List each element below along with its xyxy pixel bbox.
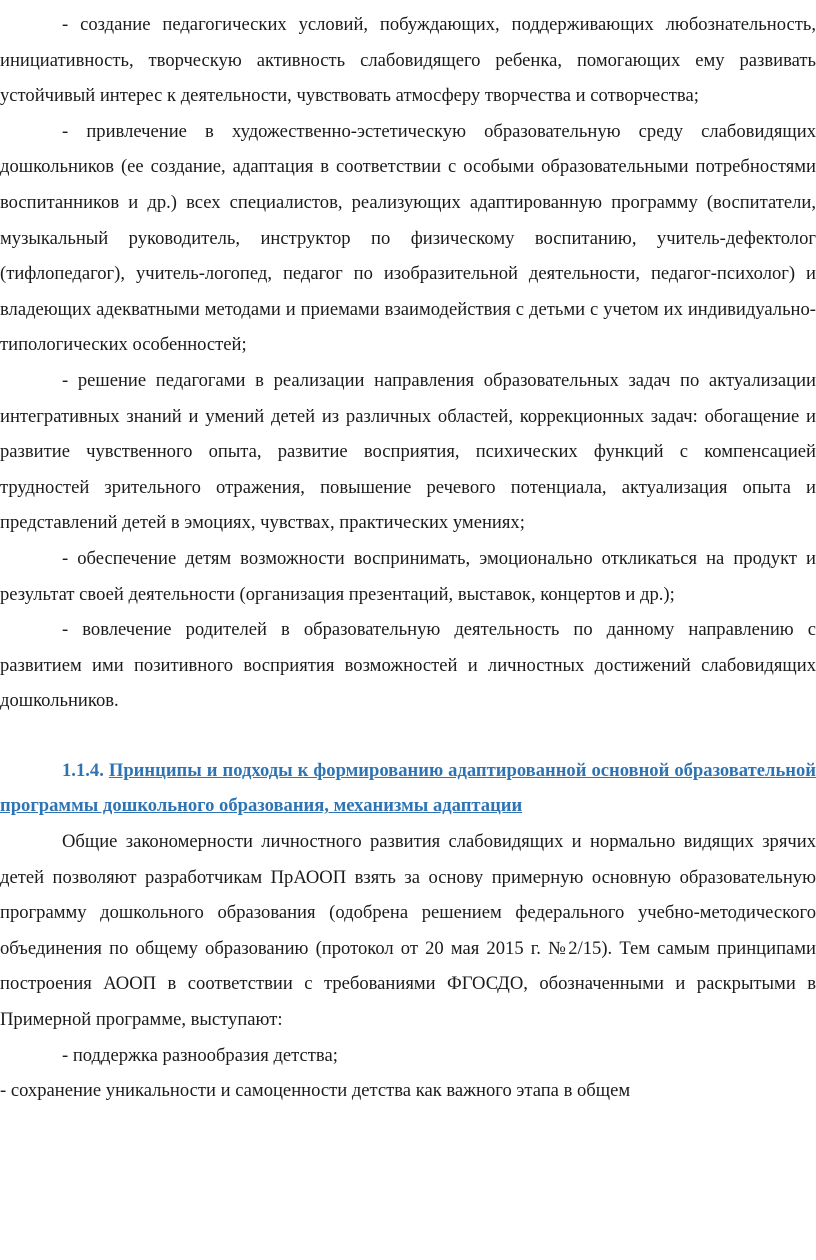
bullet-parents-involvement: - вовлечение родителей в образовательную деятельность по данному направлению с развитием ими позитивного восприятия возможностей и личностных достижений слабовидящих дошкольников. [0,619,816,712]
principle-uniqueness: - сохранение уникальности и самоценности детства как важного этапа в общем [0,1080,631,1102]
section-paragraph: Общие закономерности личностного развития слабовидящих и нормально видящих зрячих детей позволяют разработчикам ПрАООП взять за основу примерную основную образовательную программу дошкольного образования (одобрена решением федерального учебно-методического объединения по общему образованию (протокол от 20 мая 2015 г. №2/15). Тем самым принципами построения АООП в соответствии с требованиями ФГОСДО, обозначенными и раскрытыми в Примерной программе, выступают: [0,831,816,1031]
bullet-tasks-solving: - решение педагогами в реализации направления образовательных задач по актуализации интегративных знаний и умений детей из различных областей, коррекционных задач: обогащение и развитие чувственного опыта, развитие восприятия, психических функций с компенсацией трудностей зрительного отражения, повышение речевого потенциала, актуализация опыта и представлений детей в эмоциях, чувствах, практических умениях; [0,369,816,534]
section-number: 1.1.4. [62,759,104,781]
bullet-creation-conditions: - создание педагогических условий, побуждающих, поддерживающих любознательность, инициативность, творческую активность слабовидящего ребенка, помогающих ему развивать устойчивый интерес к деятельности, чувствовать атмосферу творчества и сотворчества; [0,14,816,107]
bullet-involvement-specialists: - привлечение в художественно-эстетическую образовательную среду слабовидящих дошкольников (ее создание, адаптация в соответствии с особыми образовательными потребностями воспитанников и др.) всех специалистов, реализующих адаптированную программу (воспитатели, музыкальный руководитель, инструктор по физическому воспитанию, учитель-дефектолог (тифлопедагог), учитель-логопед, педагог по изобразительной деятельности, педагог-психолог) и владеющих адекватными методами и приемами взаимодействия с детьми с учетом их индивидуально-типологических особенностей; [0,120,816,356]
principle-diversity: - поддержка разнообразия детства; [62,1044,338,1066]
section-title: Принципы и подходы к формированию адаптированной основной образовательной программы дошкольного образования, механизмы адаптации [0,759,816,817]
bullet-perception-opportunity: - обеспечение детям возможности воспринимать, эмоционально откликаться на продукт и результат своей деятельности (организация презентаций, выставок, концертов и др.); [0,547,816,605]
section-heading [0,753,816,824]
